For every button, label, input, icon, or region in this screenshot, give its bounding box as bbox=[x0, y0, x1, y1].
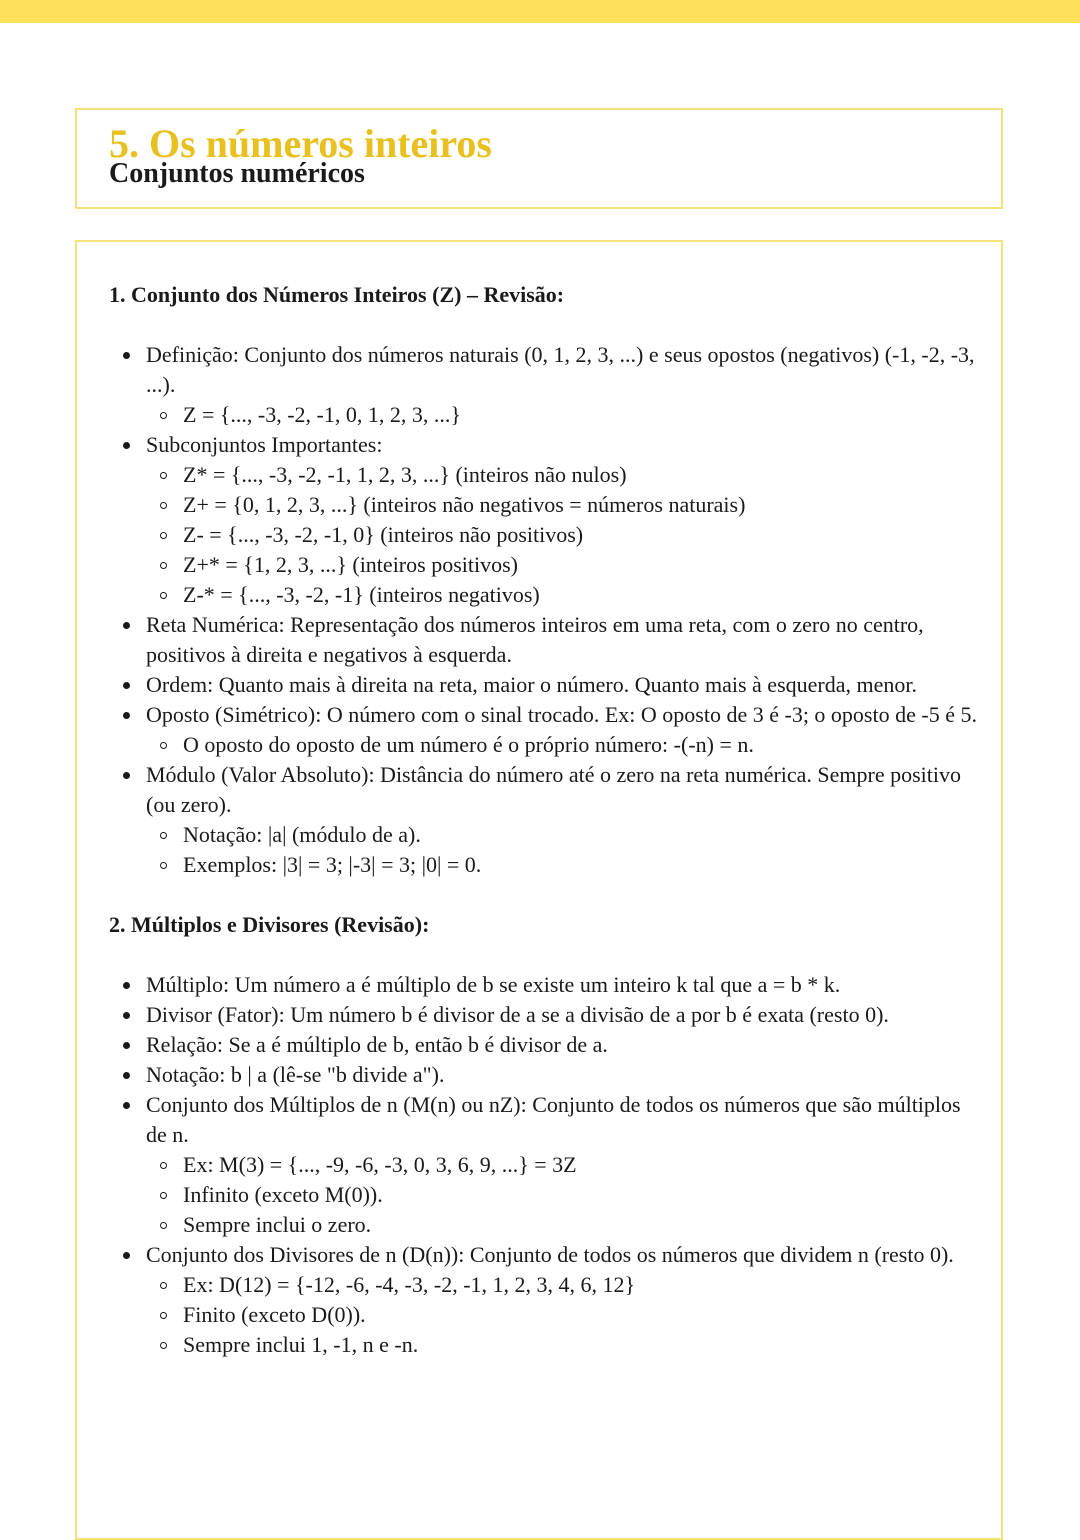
sub-list-item: Notação: |a| (módulo de a). bbox=[146, 820, 979, 850]
sub-list-item: O oposto do oposto de um número é o próprio número: -(-n) = n. bbox=[146, 730, 979, 760]
section-1 bbox=[109, 280, 979, 880]
list-item-text: Notação: b | a (lê-se "b divide a"). bbox=[146, 1062, 445, 1087]
list-item-text: Reta Numérica: Representação dos números inteiros em uma reta, com o zero no centro, positivos à direita e negativos à esquerda. bbox=[146, 612, 924, 667]
sub-list-item: Z-* = {..., -3, -2, -1} (inteiros negativos) bbox=[146, 580, 979, 610]
list-item-text: Definição: Conjunto dos números naturais (0, 1, 2, 3, ...) e seus opostos (negativos) (-1, -2, -3, ...). bbox=[146, 342, 975, 397]
list-item bbox=[109, 1000, 979, 1030]
sub-list-item: Z* = {..., -3, -2, -1, 1, 2, 3, ...} (inteiros não nulos) bbox=[146, 460, 979, 490]
list-item-text: Conjunto dos Múltiplos de n (M(n) ou nZ): Conjunto de todos os números que são múltiplos de n. bbox=[146, 1092, 961, 1147]
page-subtitle: Conjuntos numéricos bbox=[109, 158, 365, 189]
sub-list-item: Exemplos: |3| = 3; |-3| = 3; |0| = 0. bbox=[146, 850, 979, 880]
sub-bullet-list bbox=[146, 460, 979, 610]
list-item bbox=[109, 610, 979, 670]
sub-bullet-list bbox=[146, 1270, 979, 1360]
list-item bbox=[109, 700, 979, 760]
sub-list-item: Sempre inclui o zero. bbox=[146, 1210, 979, 1240]
list-item-text: Múltiplo: Um número a é múltiplo de b se existe um inteiro k tal que a = b * k. bbox=[146, 972, 841, 997]
sub-list-item: Ex: M(3) = {..., -9, -6, -3, 0, 3, 6, 9, ...} = 3Z bbox=[146, 1150, 979, 1180]
sub-list-item: Z+ = {0, 1, 2, 3, ...} (inteiros não negativos = números naturais) bbox=[146, 490, 979, 520]
sub-list-item: Z = {..., -3, -2, -1, 0, 1, 2, 3, ...} bbox=[146, 400, 979, 430]
section-heading: 2. Múltiplos e Divisores (Revisão): bbox=[109, 912, 430, 937]
section-heading: 1. Conjunto dos Números Inteiros (Z) – Revisão: bbox=[109, 282, 565, 307]
sub-list-item: Finito (exceto D(0)). bbox=[146, 1300, 979, 1330]
list-item bbox=[109, 1060, 979, 1090]
sub-bullet-list bbox=[146, 1150, 979, 1240]
sub-bullet-list bbox=[146, 400, 979, 430]
list-item-text: Oposto (Simétrico): O número com o sinal trocado. Ex: O oposto de 3 é -3; o oposto de -5 é 5. bbox=[146, 702, 977, 727]
bullet-list bbox=[109, 340, 979, 880]
bullet-list bbox=[109, 970, 979, 1360]
list-item-text: Relação: Se a é múltiplo de b, então b é divisor de a. bbox=[146, 1032, 608, 1057]
list-item bbox=[109, 970, 979, 1000]
list-item-text: Módulo (Valor Absoluto): Distância do número até o zero na reta numérica. Sempre positivo (ou zero). bbox=[146, 762, 962, 817]
list-item-text: Divisor (Fator): Um número b é divisor de a se a divisão de a por b é exata (resto 0). bbox=[146, 1002, 889, 1027]
page-title: 5. Os números inteiros bbox=[109, 121, 492, 166]
sub-bullet-list bbox=[146, 820, 979, 880]
list-item bbox=[109, 1090, 979, 1240]
list-item bbox=[109, 1240, 979, 1360]
sub-list-item: Z- = {..., -3, -2, -1, 0} (inteiros não positivos) bbox=[146, 520, 979, 550]
list-item bbox=[109, 1030, 979, 1060]
list-item-text: Conjunto dos Divisores de n (D(n)): Conjunto de todos os números que dividem n (resto 0). bbox=[146, 1242, 954, 1267]
list-item bbox=[109, 670, 979, 700]
title-box bbox=[75, 108, 1003, 209]
sub-list-item: Ex: D(12) = {-12, -6, -4, -3, -2, -1, 1, 2, 3, 4, 6, 12} bbox=[146, 1270, 979, 1300]
list-item bbox=[109, 340, 979, 430]
section-2 bbox=[109, 910, 979, 1360]
top-accent-bar bbox=[0, 0, 1080, 23]
list-item-text: Ordem: Quanto mais à direita na reta, maior o número. Quanto mais à esquerda, menor. bbox=[146, 672, 917, 697]
sub-bullet-list bbox=[146, 730, 979, 760]
content-box bbox=[75, 240, 1003, 1540]
sub-list-item: Sempre inclui 1, -1, n e -n. bbox=[146, 1330, 979, 1360]
list-item bbox=[109, 430, 979, 610]
list-item-text: Subconjuntos Importantes: bbox=[146, 432, 383, 457]
sub-list-item: Infinito (exceto M(0)). bbox=[146, 1180, 979, 1210]
list-item bbox=[109, 760, 979, 880]
content-body bbox=[109, 280, 979, 1360]
sub-list-item: Z+* = {1, 2, 3, ...} (inteiros positivos) bbox=[146, 550, 979, 580]
